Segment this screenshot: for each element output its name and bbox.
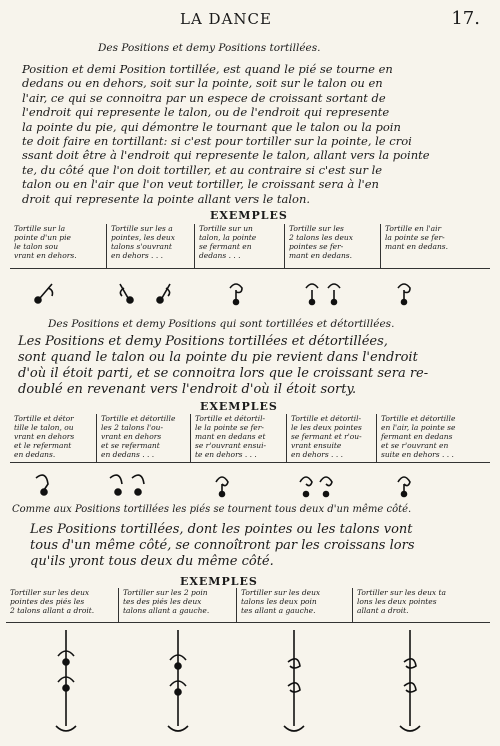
section2-heading: Des Positions et demy Positions qui sont tortillées et détortillées. — [48, 318, 395, 330]
caption-line: en dedans. — [14, 450, 56, 459]
foot-symbol — [216, 477, 228, 497]
foot-symbol — [35, 284, 53, 303]
text-line: doublé en revenant vers l'endroit d'où il étoit sorty. — [18, 382, 357, 397]
caption-cell — [352, 588, 490, 622]
section3-paragraph — [30, 522, 414, 570]
caption-line: vrant en dehors. — [14, 251, 77, 260]
caption-line: dedans . . . — [199, 251, 241, 260]
caption-line: Tortille sur les a — [111, 224, 173, 233]
caption-line: se fermant en — [199, 242, 252, 251]
caption-line: lons les deux pointes — [357, 597, 437, 606]
page-number: 17. — [451, 8, 480, 29]
text-line: qu'ils yront tous deux du même côté. — [30, 554, 274, 569]
foot-positions-figure-row-2 — [0, 466, 500, 502]
caption-line: en dehors . . . — [111, 251, 163, 260]
foot-symbol — [120, 284, 170, 303]
foot-symbol — [56, 630, 76, 731]
caption-line: en l'air, la pointe se — [381, 423, 456, 432]
caption-line: Tortille et détor — [14, 414, 74, 423]
exemples-heading: EXEMPLES — [200, 400, 278, 413]
caption-row-2 — [10, 414, 490, 463]
caption-line: 2 talons les deux — [289, 233, 353, 242]
caption-line: Tortille et détortil- — [195, 414, 266, 423]
caption-line: 2 talons allant a droit. — [10, 606, 95, 615]
caption-cell — [6, 588, 118, 622]
text-line: Les Positions tortillées, dont les pointes ou les talons vont — [30, 522, 413, 537]
foot-symbol — [36, 475, 48, 495]
caption-cell — [106, 224, 194, 268]
caption-line: Tortille sur la — [14, 224, 66, 233]
caption-line: en dedans . . . — [101, 450, 155, 459]
caption-line: Tortille sur les — [289, 224, 344, 233]
caption-line: le les deux pointes — [291, 423, 362, 432]
caption-cell — [194, 224, 284, 268]
foot-symbol — [306, 284, 340, 305]
foot-positions-figure-row-3 — [0, 626, 500, 742]
caption-line: Tortille et détortille — [101, 414, 176, 423]
text-line: te, du côté que l'on doit tortiller, et au contraire si c'est sur le — [22, 162, 383, 177]
foot-positions-figure-row-1 — [0, 270, 500, 314]
caption-line: se fermant et r'ou- — [291, 432, 362, 441]
caption-line: les 2 talons l'ou- — [101, 423, 164, 432]
caption-line: mant en dedans. — [289, 251, 353, 260]
caption-cell — [118, 588, 236, 622]
caption-line: la pointe se fer- — [385, 233, 445, 242]
foot-symbol — [110, 475, 144, 495]
caption-cell — [10, 414, 96, 462]
text-line: dedans ou en dehors, soit sur la pointe, soit sur le talon ou en — [22, 76, 383, 91]
caption-cell — [376, 414, 490, 462]
caption-line: le talon sou — [14, 242, 59, 251]
caption-line: Tortiller sur les deux ta — [357, 588, 447, 597]
caption-line: et se refermant — [101, 441, 160, 450]
foot-symbol — [230, 284, 242, 305]
text-line: te doit faire en tortillant: si c'est pour tortiller sur la pointe, le croi — [22, 134, 412, 149]
caption-line: le la pointe se fer- — [195, 423, 264, 432]
caption-line: se r'ouvrant ensui- — [195, 441, 267, 450]
running-head — [0, 8, 500, 32]
caption-line: vrant en dehors — [14, 432, 75, 441]
caption-line: Tortille sur un — [199, 224, 253, 233]
exemples-heading: EXEMPLES — [180, 575, 258, 588]
text-line: droit qui represente la pointe allant vers le talon. — [22, 191, 311, 206]
caption-line: pointe d'un pie — [14, 233, 71, 242]
caption-cell — [96, 414, 190, 462]
caption-line: te en dehors . . . — [195, 450, 257, 459]
caption-cell — [284, 224, 380, 268]
caption-line: Tortiller sur les deux — [10, 588, 90, 597]
foot-symbol — [398, 284, 410, 305]
caption-line: pointes des piés les — [10, 597, 85, 606]
text-line: l'endroit qui represente le talon, ou de l'endroit qui represente — [22, 105, 390, 120]
caption-line: en dehors . . . — [291, 450, 343, 459]
caption-line: et se r'ouvrant en — [381, 441, 449, 450]
caption-row-3 — [6, 588, 490, 623]
section2-paragraph — [18, 334, 428, 398]
foot-symbol — [400, 630, 420, 731]
caption-line: mant en dedans et — [195, 432, 266, 441]
foot-symbol — [168, 630, 188, 731]
text-line: sont quand le talon ou la pointe du pie revient dans l'endroit — [18, 350, 418, 365]
caption-line: allant a droit. — [357, 606, 409, 615]
caption-line: talons les deux poin — [241, 597, 317, 606]
caption-line: fermant en dedans — [381, 432, 453, 441]
text-line: talon ou en l'air que l'on veut tortiller, le croissant sera à l'en — [22, 177, 379, 192]
text-line: la pointe du pie, qui démontre le tournant que le talon ou la poin — [22, 119, 401, 134]
caption-cell — [10, 224, 106, 268]
section1-paragraph — [22, 62, 430, 206]
caption-line: tes allant a gauche. — [241, 606, 316, 615]
text-line: d'où il étoit parti, et se connoitra lors que le croissant sera re- — [18, 366, 429, 381]
exemples-heading: EXEMPLES — [210, 209, 288, 222]
page-title: LA DANCE — [180, 10, 272, 28]
caption-line: pointes, les deux — [111, 233, 175, 242]
caption-line: Tortiller sur les 2 poin — [123, 588, 208, 597]
caption-line: talons allant a gauche. — [123, 606, 210, 615]
text-line: tous d'un même côté, se connoîtront par les croissans lors — [30, 538, 415, 553]
text-line: Position et demi Position tortillée, est quand le pié se tourne en — [22, 62, 393, 76]
foot-symbol — [398, 477, 410, 497]
caption-line: suite en dehors . . . — [381, 450, 454, 459]
caption-cell — [190, 414, 286, 462]
caption-row-1 — [10, 224, 490, 269]
caption-line: mant en dedans. — [385, 242, 449, 251]
caption-line: Tortille et détortille — [381, 414, 456, 423]
foot-symbol — [284, 630, 304, 731]
caption-cell — [286, 414, 376, 462]
note-line: Comme aux Positions tortillées les piés se tournent tous deux d'un même côté. — [12, 504, 412, 515]
foot-symbol — [300, 477, 332, 497]
caption-line: talons s'ouvrant — [111, 242, 172, 251]
caption-line: tes des piés les deux — [123, 597, 202, 606]
section1-heading: Des Positions et demy Positions tortillées. — [98, 42, 321, 54]
caption-line: tille le talon, ou — [14, 423, 74, 432]
text-line: Les Positions et demy Positions tortillées et détortillées, — [18, 334, 388, 349]
text-line: l'air, ce qui se connoitra par un espece de croissant sortant de — [22, 90, 386, 105]
caption-line: Tortille et détortil- — [291, 414, 362, 423]
caption-line: Tortille en l'air — [385, 224, 442, 233]
caption-cell — [236, 588, 352, 622]
text-line: ssant doit être à l'endroit qui represente le talon, allant vers la pointe — [22, 148, 430, 163]
caption-line: talon, la pointe — [199, 233, 257, 242]
caption-line: et le refermant — [14, 441, 72, 450]
caption-line: pointes se fer- — [289, 242, 344, 251]
caption-line: Tortiller sur les deux — [241, 588, 321, 597]
caption-line: vrant ensuite — [291, 441, 342, 450]
caption-line: vrant en dehors — [101, 432, 162, 441]
caption-cell — [380, 224, 490, 268]
